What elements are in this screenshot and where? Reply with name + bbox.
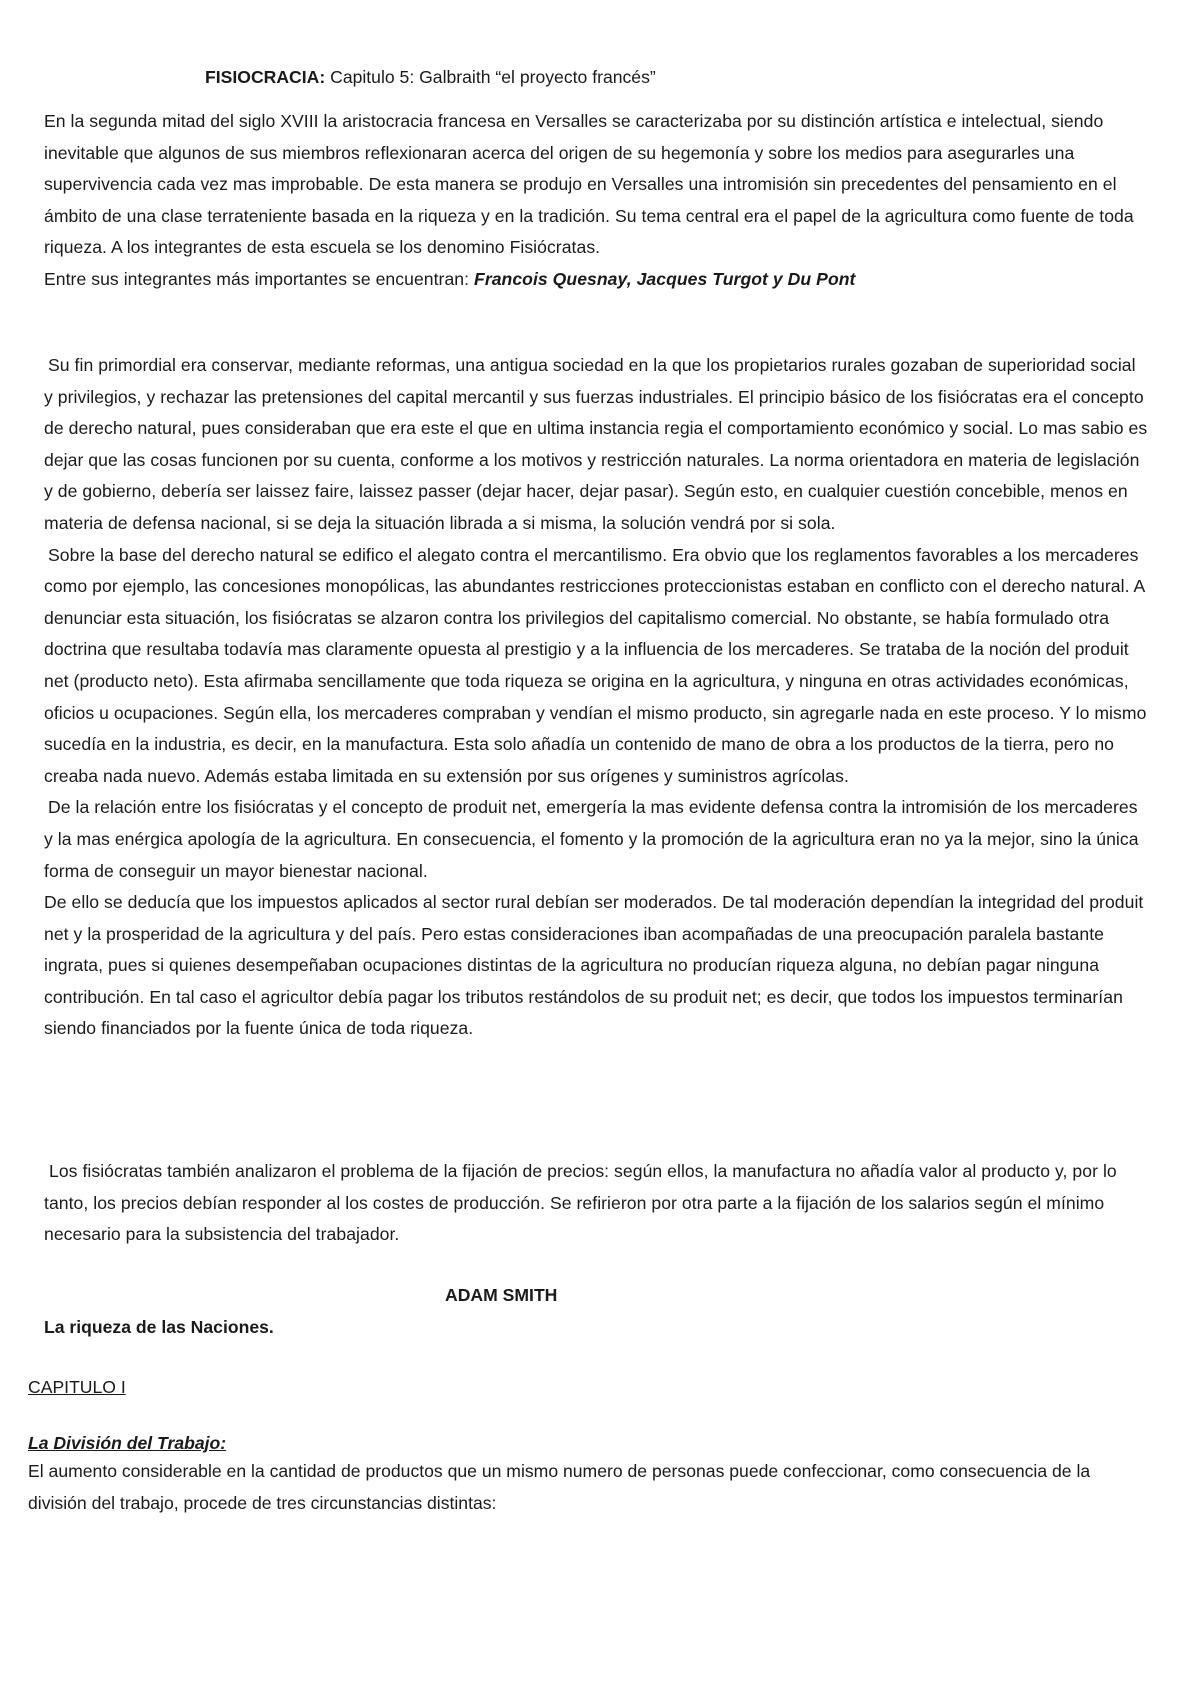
paragraph-impuestos: De ello se deducía que los impuestos aplicados al sector rural debían ser moderados. De tal moderación dependían la integridad del produit net y la prosperidad de la agricultura y del país. Pero estas consideraciones iban acompañadas de una preocupación paralela bastante ingrata, pues si quienes desempeñaban ocupaciones distintas de la agricultura no producían riqueza alguna, no debían pagar ninguna contribución. En tal caso el agricultor debía pagar los tributos restándolos de su produit net; es decir, que todos los impuestos terminarían siendo financiados por la fuente única de toda riqueza. bbox=[44, 892, 1144, 1039]
division-body: El aumento considerable en la cantidad de productos que un mismo numero de personas puede confeccionar, como consecuencia de la división del trabajo, procede de tres circunstancias distintas: bbox=[28, 1461, 1091, 1513]
paragraph-integrantes bbox=[44, 264, 1149, 296]
title-rest: Capitulo 5: Galbraith “el proyecto francés” bbox=[325, 67, 656, 87]
integrantes-names: Francois Quesnay, Jacques Turgot y Du Pont bbox=[474, 268, 856, 289]
paragraph-intro: En la segunda mitad del siglo XVIII la aristocracia francesa en Versalles se caracterizaba por su distinción artística e intelectual, siendo inevitable que algunos de sus miembros reflexionaran acerca del origen de su hegemonía y sobre los medios para asegurarles una supervivencia cada vez mas improbable. De esta manera se produjo en Versalles una intromisión sin precedentes del pensamiento en el ámbito de una clase terrateniente basada en la riqueza y en la tradición. Su tema central era el papel de la agricultura como fuente de toda riqueza. A los integrantes de esta escuela se los denomino Fisiócratas. bbox=[44, 111, 1134, 258]
paragraph-derecho-natural: Sobre la base del derecho natural se edifico el alegato contra el mercantilismo. Era obvio que los reglamentos favorables a los mercaderes como por ejemplo, las concesiones monopólicas, las abundantes restricciones proteccionistas estaban en conflicto con el derecho natural. A denunciar esta situación, los fisiócratas se alzaron contra los privilegios del capitalismo comercial. No obstante, se había formulado otra doctrina que resultaba todavía mas claramente opuesta al prestigio y a la influencia de los mercaderes. Se trataba de la noción del produit net (producto neto). Esta afirmaba sencillamente que toda riqueza se origina en la agricultura, y ninguna en otras actividades económicas, oficios u ocupaciones. Según ella, los mercaderes compraban y vendían el mismo producto, sin agregarle nada en este proceso. Y lo mismo sucedía en la industria, es decir, en la manufactura. Esta solo añadía un contenido de mano de obra a los productos de la tierra, pero no creaba nada nuevo. Además estaba limitada en su extensión por sus orígenes y suministros agrícolas. bbox=[44, 544, 1147, 786]
adam-smith-heading: ADAM SMITH bbox=[445, 1285, 558, 1305]
paragraph-fin-primordial: Su fin primordial era conservar, mediante reformas, una antigua sociedad en la que los propietarios rurales gozaban de superioridad social y privilegios, y rechazar las pretensiones del capital mercantil y sus fuerzas industriales. El principio básico de los fisiócratas era el concepto de derecho natural, pues consideraban que era este el que en ultima instancia regia el comportamiento económico y social. Lo mas sabio es dejar que las cosas funcionen por su cuenta, conforme a los motivos y restricción naturales. La norma orientadora en materia de legislación y de gobierno, debería ser laissez faire, laissez passer (dejar hacer, dejar pasar). Según esto, en cualquier cuestión concebible, menos en materia de defensa nacional, si se deja la situación librada a si misma, la solución vendrá por si sola. bbox=[44, 355, 1148, 533]
integrantes-prefix: Entre sus integrantes más importantes se encuentran: bbox=[44, 268, 475, 289]
title-bold: FISIOCRACIA: bbox=[205, 67, 326, 87]
paragraph-produit-net: De la relación entre los fisiócratas y el concepto de produit net, emergería la mas evidente defensa contra la intromisión de los mercaderes y la mas enérgica apología de la agricultura. En consecuencia, el fomento y la promoción de la agricultura eran no ya la mejor, sino la única forma de conseguir un mayor bienestar nacional. bbox=[44, 797, 1139, 881]
section-fisiocracia-body bbox=[44, 350, 1149, 1045]
chapter-heading: CAPITULO I bbox=[28, 1377, 126, 1397]
book-title: La riqueza de las Naciones. bbox=[44, 1317, 274, 1337]
page-title bbox=[205, 62, 656, 94]
paragraph-precios: Los fisiócratas también analizaron el problema de la fijación de precios: según ellos, la manufactura no añadía valor al producto y, por lo tanto, los precios debían responder al los costes de producción. Se refirieron por otra parte a la fijación de los salarios según el mínimo necesario para la subsistencia del trabajador. bbox=[44, 1161, 1117, 1245]
section-fijacion-precios bbox=[44, 1156, 1149, 1251]
section-fisiocracia-intro bbox=[44, 106, 1149, 296]
division-title: La División del Trabajo: bbox=[28, 1433, 227, 1453]
